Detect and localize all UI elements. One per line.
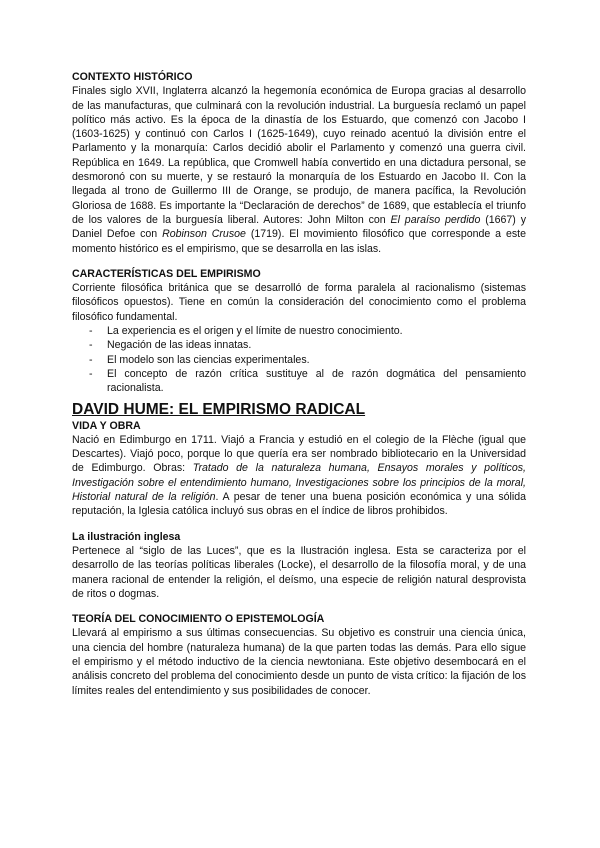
contexto-work-2: Robinson Crusoe (162, 228, 246, 241)
contexto-paragraph (72, 84, 526, 256)
caracteristicas-heading: CARACTERÍSTICAS DEL EMPIRISMO (72, 267, 261, 280)
list-item: - La experiencia es el origen y el límite de nuestro conocimiento. (72, 324, 526, 338)
teoria-heading: TEORÍA DEL CONOCIMIENTO O EPISTEMOLOGÍA (72, 613, 325, 626)
contexto-work-1: El paraíso perdido (390, 213, 481, 226)
ilustracion-heading: La ilustración inglesa (72, 530, 181, 543)
vida-paragraph (72, 433, 526, 519)
contexto-text-1: Finales siglo XVII, Inglaterra alcanzó la hegemonía económica de Europa gracias al desarrollo de las manufacturas, que culminará con la revolución industrial. La burguesía reclamó un papel político más activo. Es la época de la dinastía de los Estuardo, que comenzó con Jacobo I (1603-1625) y continuó con Carlos I (1625-1649), cuyo reinado acentuó la división entre el Parlamento y la monarquía: Carlos decidió abolir el Parlamento y comenzó una guerra civil. República en 1649. La república, que Cromwell había convertido en una dictadura personal, se desmoronó con su muerte, y se restauró la monarquía de los Estuardo en Jacobo II. Con la llegada al trono de Guillermo III de Orange, se produjo, de manera pacífica, la Revolución Gloriosa de 1688. Es importante la “Declaración de derechos” de 1689, que establecía el triunfo de los valores de la burguesía liberal. Autores: John Milton con (72, 85, 526, 226)
contexto-heading: CONTEXTO HISTÓRICO (72, 71, 193, 83)
list-item: - El concepto de razón crítica sustituye al de razón dogmática del pensamiento racionalista. (72, 367, 526, 396)
vida-text-1: Nació en Edimburgo en 1711. Viajó a Francia y estudió en el colegio de la Flèche (igual que Descartes). Viajó poco, porque lo que quería era ser nombrado bibliotecario en la Universidad de Edimburgo. Obras: (72, 433, 526, 475)
document-page (72, 70, 526, 698)
contexto-text-3: (1719). El movimiento filosófico que corresponde a este momento histórico es el empirismo, que se desarrolla en las islas. (72, 228, 526, 255)
vida-heading: VIDA Y OBRA (72, 419, 141, 432)
ilustracion-paragraph: Pertenece al “siglo de las Luces”, que es la Ilustración inglesa. Esta se caracteriza por el desarrollo de las teorías políticas liberales (Locke), el desarrollo de la filosofía moral, y de una manera racional de entender la religión, el deísmo, una especie de religión natural desprovista de ritos o dogmas. (72, 544, 526, 600)
vida-works: Tratado de la naturaleza humana, Ensayos morales y políticos, Investigación sobre el entendimiento humano, Investigaciones sobre los principios de la moral, Historial natural de la religión (72, 462, 526, 504)
contexto-text-2: (1667) y Daniel Defoe con (72, 213, 526, 241)
vida-text-2: . A pesar de tener una buena posición económica y una sólida reputación, la Iglesia católica incluyó sus obras en el índice de libros prohibidos. (72, 491, 526, 518)
teoria-paragraph: Llevará al empirismo a sus últimas consecuencias. Su objetivo es construir una ciencia única, una ciencia del hombre (naturaleza humana) de la que parten todas las demás. Para ello sigue el empirismo y el método inductivo de la ciencia newtoniana. Este objetivo desembocará en el análisis concreto del problema del conocimiento desde un punto de vista crítico: la fijación de los límites reales del entendimiento y sus posibilidades de conocer. (72, 627, 526, 697)
caracteristicas-paragraph: Corriente filosófica británica que se desarrolló de forma paralela al racionalismo (sistemas filosóficos opuestos). Tiene en común la consideración del conocimiento como el problema filosófico fundamental. (72, 282, 526, 323)
hume-title: DAVID HUME: EL EMPIRISMO RADICAL (72, 400, 366, 418)
caracteristicas-list (72, 324, 526, 395)
list-item: - Negación de las ideas innatas. (72, 338, 526, 352)
list-item: - El modelo son las ciencias experimentales. (72, 353, 526, 367)
